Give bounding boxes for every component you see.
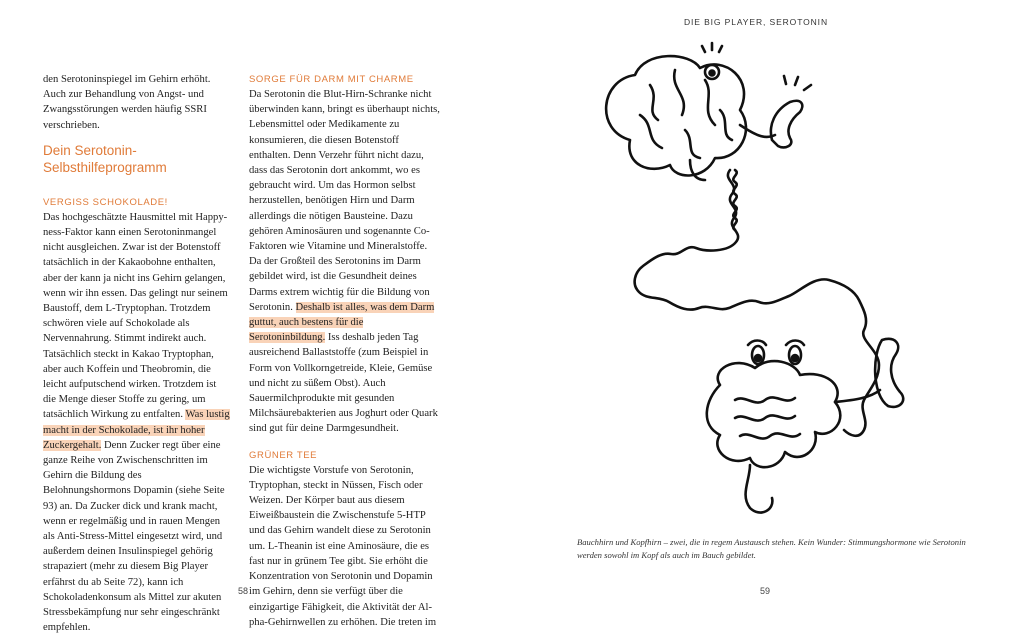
chocolate-highlight: Was lustig macht in der Schokolade, ist ihr hoher Zuckergehalt. xyxy=(43,409,230,451)
running-head: DIE BIG PLAYER, SEROTONIN xyxy=(683,17,828,27)
page-number-left: 58 xyxy=(238,586,249,596)
phone-handset-top xyxy=(771,101,802,148)
gut-text-2: Iss deshalb jeden Tag ausreichend Ballaststoffe (zum Beispiel in Form von Vollkorngetreide, Kleie, Gemüse und nicht zu süßem Obst). Auch Sauermilchprodukte mit gesunden Milchsäurebakterien aus Joghurt oder Quark sind gut für deine Darmgesundheit. xyxy=(249,332,438,435)
chocolate-paragraph xyxy=(43,210,231,636)
phone-cord xyxy=(635,170,879,436)
left-column-1 xyxy=(43,72,231,636)
intro-paragraph: den Serotoninspiegel im Gehirn erhöht. Auch zur Behandlung von Angst- und Zwangsstörungen werden häufig SSRI verschrieben. xyxy=(43,74,211,131)
chocolate-text-2: Denn Zucker regt über eine ganze Reihe von Zwischenschritten im Gehirn die Bildung des Belohnungshormons Dopamin (siehe Seite 93) an. Da Zucker dick und krank macht, wenn er regelmäßig und in rauen Mengen als Anti-Stress-Mittel eingesetzt wird, und außerdem deinen Insulinspiegel gehörig strapaziert (mehr zu diesem Big Player erfährst du ab Seite 72), kann ich Schokoladenkonsum als Mittel zur akuten Stressbekämpfung nur sehr eingeschränkt empfehlen. xyxy=(43,439,225,634)
gut-highlight: Deshalb ist alles, was dem Darm guttut, auch bestens für die Serotoninbildung. xyxy=(249,301,435,344)
heading-chocolate: VERGISS SCHOKOLADE! xyxy=(43,196,168,208)
page-number-right: 59 xyxy=(760,586,771,596)
figure-caption: Bauchhirn und Kopfhirn – zwei, die in regem Austausch stehen. Kein Wunder: Stimmungshormone wie Serotonin werden sowohl im Kopf als auch im Bauch gebildet. xyxy=(577,537,966,560)
chocolate-text: Das hochgeschätzte Hausmittel mit Happyness-Faktor kann einen Serotoninmangel nicht ausgleichen. Zwar ist der Botenstoff tatsächlich in der Kakaobohne enthalten, aber der kann ja nicht ins Gehirn gelangen, wenn wir ihn essen. Das gelingt nur seinem Baustoff, dem L-Tryptophan. Trotzdem schwören viele auf Schokolade als Nervennahrung. Stimmt indirekt auch. Tatsächlich steckt in Kakao Tryptophan, aber auch Koffein und Theobromin, die leicht aufputschend wirken. Trotzdem ist die Menge dieser Stoffe zu gering, um tatsächlich Wirkung zu entfalten. xyxy=(43,211,228,421)
gut-paragraph xyxy=(249,87,441,437)
green-tea-paragraph: Die wichtigste Vorstufe von Serotonin, Tryptophan, steckt in Nüssen, Fisch oder Weizen. Der Körper baut aus diesem Eiweißbaustein die Zwischenstufe 5-HTP und das Gehirn wandelt diese zu Serotonin um. L-Theanin ist eine Aminosäure, die es fast nur in grünem Tee gibt. Sie erhöht die Konzentration von Serotonin und Dopamin im Gehirn, denn sie verfügt über die einzigartige Fähigkeit, die Aktivität der Alpha-Gehirnwellen zu erhöhen. Die treten im xyxy=(249,464,437,628)
heading-green-tea: GRÜNER TEE xyxy=(249,449,318,461)
brain-and-gut-phone-illustration xyxy=(590,40,970,520)
heading-gut: SORGE FÜR DARM MIT CHARME xyxy=(249,74,414,85)
section-title: Dein Serotonin-Selbsthilfeprogramm xyxy=(43,142,167,175)
left-column-2 xyxy=(249,72,441,630)
gut-outline xyxy=(707,361,841,467)
gut-text: Da Serotonin die Blut-Hirn-Schranke nicht überwinden kann, bringt es überhaupt nichts, Lebensmittel oder Medikamente zu konsumieren, die diesen Botenstoff enthalten. Denn Verzehr führt nicht dazu, dass das Serotonin dort ankommt, wo es gebraucht wird. Um das Hormon selbst herzustellen, benötigen Hirn und Darm allerdings die nötigen Bausteine. Dazu gehören Aminosäuren und sogenannte Co-Faktoren wie Vitamine und Mineralstoffe. Da der Großteil des Serotonins im Darm gebildet wird, ist die Gesundheit deines Darms extrem wichtig für die Bildung von Serotonin. xyxy=(249,89,440,313)
